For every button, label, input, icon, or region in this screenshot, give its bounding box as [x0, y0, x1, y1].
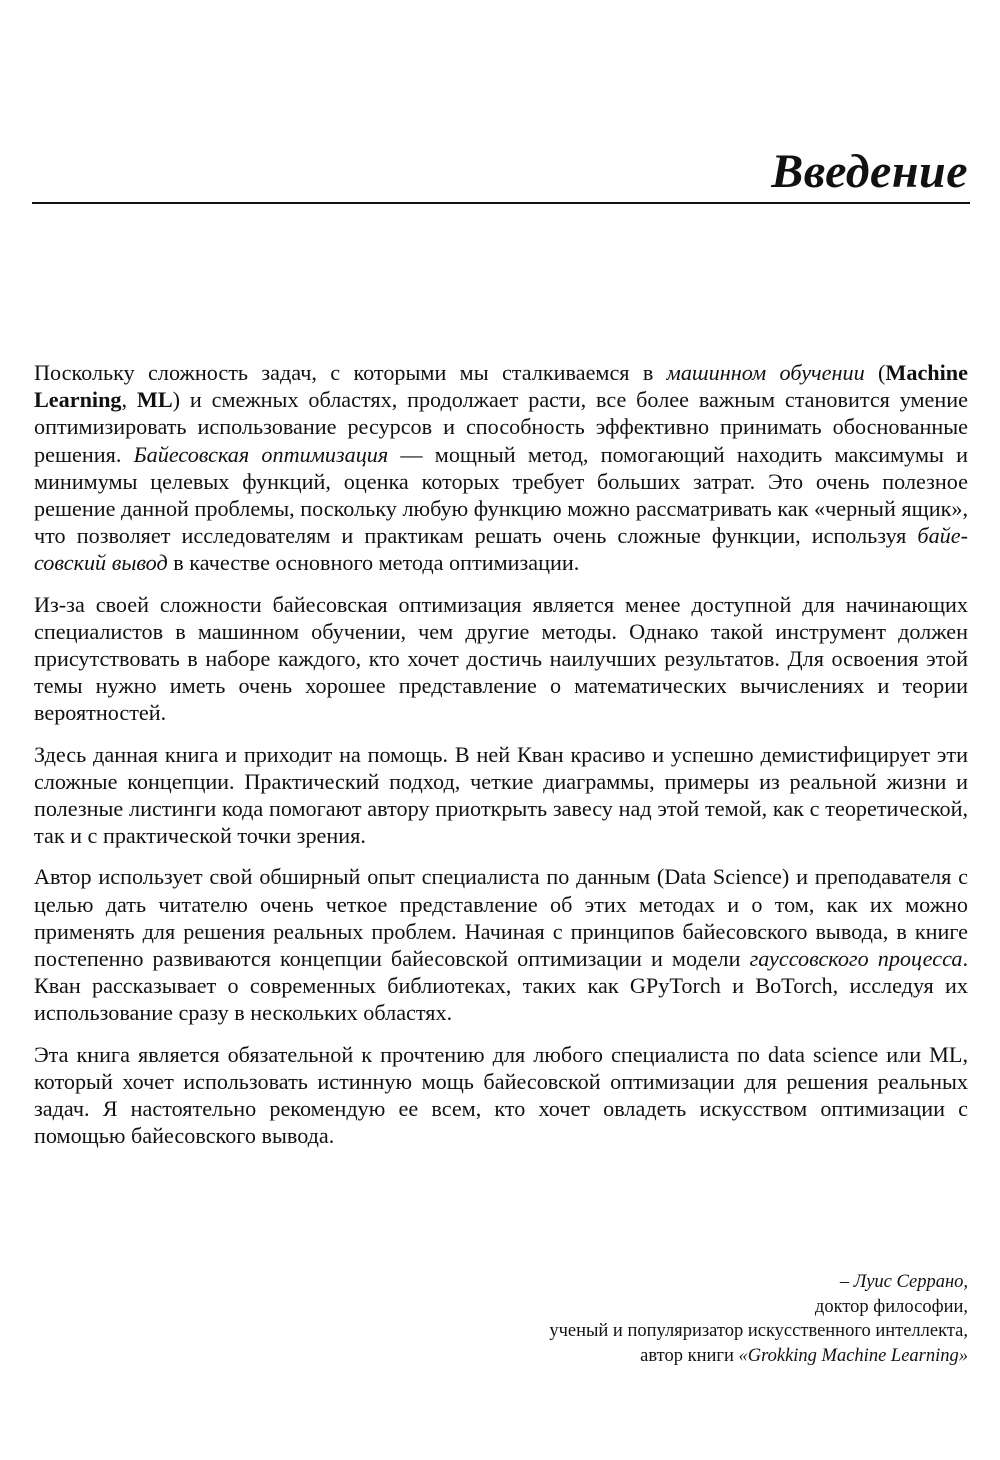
title-divider: [32, 202, 970, 204]
italic-term: машинном обучении: [666, 360, 865, 385]
body-text: [34, 359, 968, 1149]
text-run: Из-за своей сложности байесовская оптимизация является менее доступной для начинающих специалистов в машинном обучении, чем другие методы. Однако такой инструмент должен присутствовать в наборе каждого, кто хочет достичь наилучших результатов. Для освоения этой темы нужно иметь очень хорошее представление о математических вычислениях и теории вероятностей.: [34, 591, 968, 726]
page-title: Введение: [771, 145, 968, 198]
text-run: — мощный метод, помогающий находить максимумы и минимумы целевых функций, оценка которых требует больших затрат. Это очень полезное решение данной проблемы, поскольку любую функцию можно рассматривать как «черный ящик», что позволяет исследователям и практикам решать очень сложные функции, используя: [34, 441, 968, 549]
bold-term: Machine Learning: [34, 360, 968, 413]
text-run: ) и смежных областях, продолжает расти, все более важным становится умение оптимизировать использование ресурсов и способность эффективно принимать обоснованные решения.: [34, 387, 968, 467]
text-run: ,: [121, 387, 137, 413]
signature-role: ученый и популяризатор искусственного интеллекта,: [549, 1321, 968, 1341]
italic-term: Байесовская оптимизация: [133, 441, 389, 467]
text-run: Здесь данная книга и приходит на помощь. В ней Кван красиво и успешно демистифицирует эти сложные концепции. Практический подход, четкие диаграммы, примеры из реальной жизни и полезные листинги кода помогают автору приоткрыть завесу над этой темой, как с теоретической, так и с практической точки зрения.: [34, 741, 968, 849]
signature-degree: доктор философии,: [814, 1296, 968, 1317]
text-run: Поскольку сложность задач, с которыми мы сталкиваемся в: [34, 360, 667, 385]
signature-book: автор книги «Grokking Machine Learning»: [640, 1345, 968, 1366]
signature-name: – Луис Серрано,: [839, 1272, 968, 1292]
paragraph-4: [34, 863, 968, 1026]
signature-block: [549, 1270, 968, 1368]
paragraph-1: [34, 359, 968, 577]
paragraph-3: [34, 741, 968, 850]
paragraph-5: [34, 1041, 968, 1150]
italic-term: гауссовского процесса: [749, 946, 963, 972]
text-run: . Кван рассказывает о современных библиотеках, таких как GPyTorch и BoTorch, исследуя их использование сразу в нескольких областях.: [34, 946, 968, 1026]
text-run: Автор использует свой обширный опыт специалиста по данным (Data Science) и преподавателя с целью дать читателю очень четкое представление об этих методах и о том, как их можно применять для решения реальных проблем. Начиная с принципов байесовского вывода, в книге постепенно развиваются концепции байесовской оптимизации и модели: [34, 864, 968, 972]
italic-term: байесовский вывод: [34, 523, 968, 576]
paragraph-2: [34, 591, 968, 727]
text-run: в качестве основного метода оптимизации.: [167, 550, 580, 576]
text-run: (: [864, 360, 886, 385]
bold-term: ML: [136, 387, 173, 413]
text-run: Эта книга является обязательной к прочтению для любого специалиста по data science или ML, который хочет использовать истинную мощь байесовской оптимизации для решения реальных задач. Я настоятельно рекомендую ее всем, кто хочет овладеть искусством оптимизации с помощью байесовского вывода.: [34, 1041, 968, 1149]
